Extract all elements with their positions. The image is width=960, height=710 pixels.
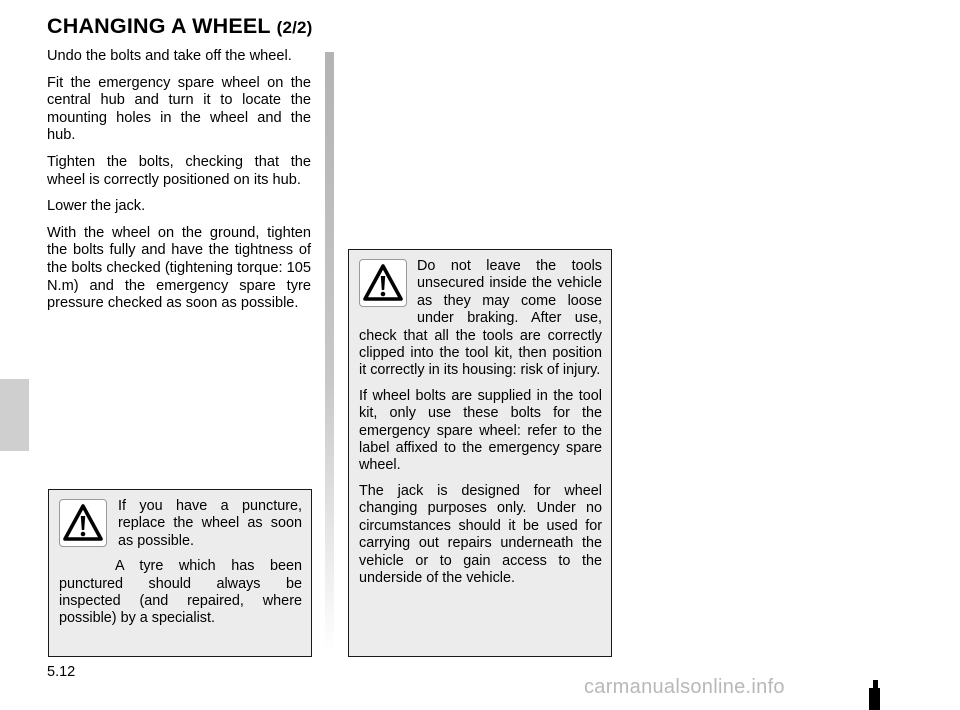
chapter-tab <box>0 379 29 451</box>
instructions-column <box>47 48 311 322</box>
page-number: 5.12 <box>47 664 76 680</box>
title-main: CHANGING A WHEEL <box>47 14 271 38</box>
instruction-step: With the wheel on the ground, tighten the bolts fully and have the tightness of the bolts checked (tightening torque: 105 N.m) and the emergency spare tyre pressure checked as soon as possible. <box>47 224 311 312</box>
tools-warning-box <box>348 249 612 657</box>
instruction-step: Undo the bolts and take off the wheel. <box>47 48 292 64</box>
warning-triangle-icon <box>59 499 107 547</box>
tools-warning-paragraph: If wheel bolts are supplied in the tool kit, only use these bolts for the emergency spare wheel: refer to the label affixed to the emergency spare wheel. <box>359 387 602 474</box>
column-divider <box>325 52 334 652</box>
instruction-step: Tighten the bolts, checking that the wheel is correctly positioned on its hub. <box>47 153 311 188</box>
instruction-step: Fit the emergency spare wheel on the central hub and turn it to locate the mounting holes in the wheel and the hub. <box>47 74 311 144</box>
tools-warning-paragraph: The jack is designed for wheel changing purposes only. Under no circumstances should it be used for carrying out repairs underneath the vehicle or to gain access to the underside of the vehicle. <box>359 482 602 586</box>
puncture-warning-body: A tyre which has been punctured should always be inspected (and repaired, where possible) by a specialist. <box>59 558 302 627</box>
title-part: (2/2) <box>276 18 313 37</box>
tools-warning-paragraph: Do not leave the tools unsecured inside the vehicle as they may come loose under braking. After use, check that all the tools are correctly clipped into the tool kit, then position it correctly in its housing: risk of injury. <box>359 258 602 379</box>
instruction-step: Lower the jack. <box>47 198 146 215</box>
page-title <box>47 14 313 39</box>
corner-mark <box>869 688 880 710</box>
puncture-warning-lead: If you have a puncture, replace the wheel as soon as possible. <box>118 498 302 549</box>
puncture-warning-box <box>48 489 312 657</box>
warning-triangle-icon <box>359 259 407 307</box>
watermark: carmanualsonline.info <box>584 676 785 698</box>
